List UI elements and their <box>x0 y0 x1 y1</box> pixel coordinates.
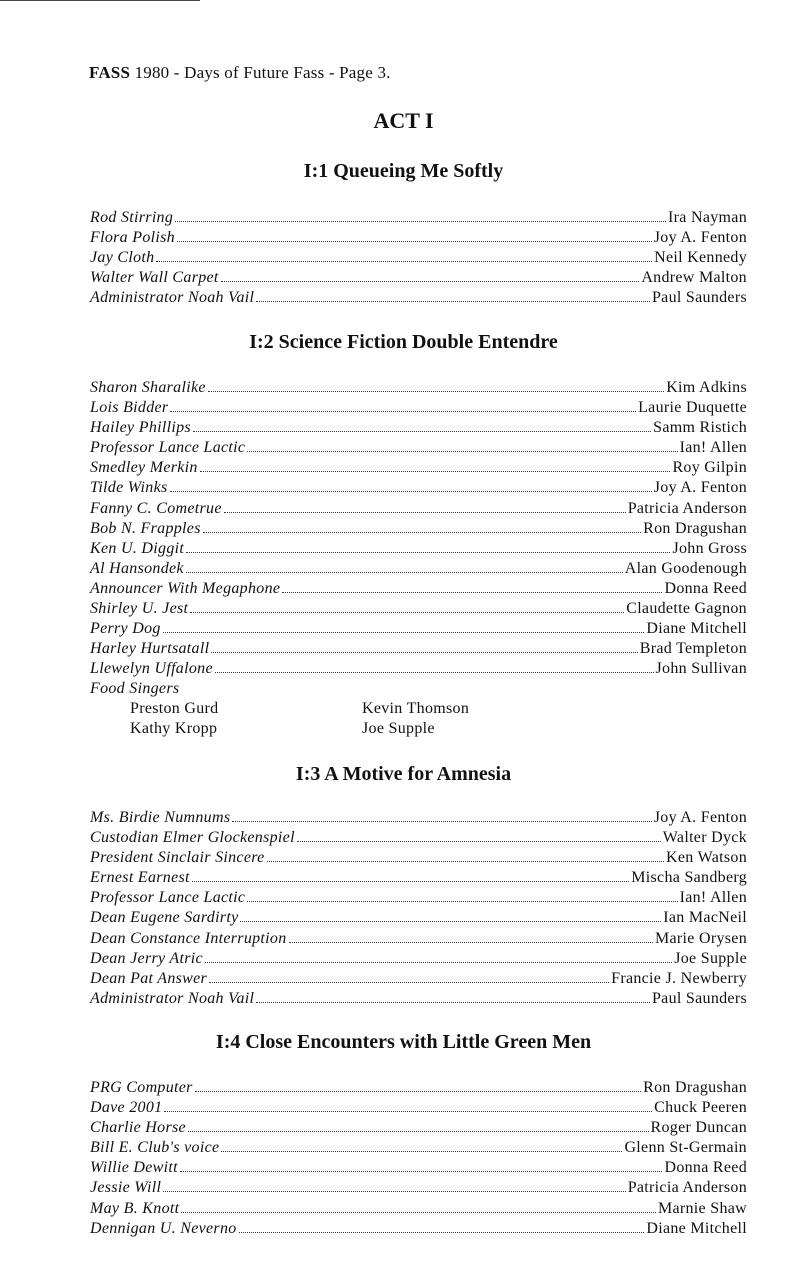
cast-row <box>90 868 747 888</box>
cast-row <box>90 1178 747 1198</box>
cast-row <box>90 848 747 868</box>
role-name: Professor Lance Lactic <box>90 439 246 457</box>
role-name: Dave 2001 <box>90 1099 163 1117</box>
cast-row <box>90 1199 747 1219</box>
header-rest: 1980 - Days of Future Fass - Page 3. <box>134 63 391 82</box>
scene-title-2: I:2 Science Fiction Double Entendre <box>249 331 558 353</box>
actor-name: Ian MacNeil <box>663 909 747 927</box>
dot-leader <box>256 1002 650 1003</box>
role-name: Announcer With Megaphone <box>90 579 281 597</box>
cast-row <box>90 378 747 398</box>
actor-name: Donna Reed <box>664 1159 747 1177</box>
role-name: Tilde Winks <box>90 479 168 497</box>
cast-row <box>90 619 747 639</box>
dot-leader <box>232 821 651 822</box>
cast-row <box>90 1158 747 1178</box>
actor-name: Joy A. Fenton <box>653 229 747 247</box>
singers-column-right <box>362 699 469 739</box>
actor-name: Brad Templeton <box>639 640 747 658</box>
actor-name: John Sullivan <box>655 660 747 678</box>
role-name: May B. Knott <box>90 1199 180 1217</box>
role-name: Shirley U. Jest <box>90 600 189 618</box>
cast-row <box>90 659 747 679</box>
dot-leader <box>188 1131 649 1132</box>
role-name: Fanny C. Cometrue <box>90 499 222 517</box>
cast-row <box>90 458 747 478</box>
role-name: President Sinclair Sincere <box>90 849 265 867</box>
dot-leader <box>211 652 637 653</box>
cast-row <box>90 1138 747 1158</box>
dot-leader <box>170 411 636 412</box>
dot-leader <box>163 632 645 633</box>
actor-name: Joy A. Fenton <box>653 809 747 826</box>
role-name: Dean Pat Answer <box>90 969 208 987</box>
cast-row <box>90 639 747 659</box>
dot-leader <box>170 491 652 492</box>
singer-name: Joe Supple <box>362 720 435 738</box>
dot-leader <box>215 672 654 673</box>
role-name: Custodian Elmer Glockenspiel <box>90 829 295 847</box>
dot-leader <box>177 241 652 242</box>
cast-row <box>90 418 747 438</box>
scene-title-1: I:1 Queueing Me Softly <box>303 160 504 182</box>
actor-name: Kim Adkins <box>666 379 747 396</box>
role-name: Bill E. Club's voice <box>90 1139 220 1157</box>
cast-row <box>90 288 747 308</box>
role-name: Llewelyn Uffalone <box>90 660 213 678</box>
act-title: ACT I <box>373 108 434 133</box>
dot-leader <box>297 841 661 842</box>
actor-name: Glenn St-Germain <box>624 1139 747 1157</box>
cast-row <box>90 559 747 579</box>
dot-leader <box>175 221 666 222</box>
cast-list-scene-4 <box>90 1078 747 1239</box>
cast-row <box>90 228 747 248</box>
actor-name: Diane Mitchell <box>646 620 747 638</box>
dot-leader <box>221 1151 622 1152</box>
role-name: Charlie Horse <box>90 1119 186 1137</box>
cast-row <box>90 208 747 228</box>
actor-name: Francie J. Newberry <box>611 969 747 987</box>
cast-row <box>90 949 747 969</box>
cast-row <box>90 808 747 828</box>
cast-row <box>90 908 747 928</box>
actor-name: Paul Saunders <box>651 989 747 1007</box>
dot-leader <box>180 1171 663 1172</box>
role-name: Ms. Birdie Numnums <box>90 809 231 826</box>
singer-name: Kevin Thomson <box>362 700 470 718</box>
cast-row <box>90 579 747 599</box>
role-name: Dean Constance Interruption <box>90 929 287 947</box>
cast-row <box>90 989 747 1009</box>
actor-name: Ian! Allen <box>679 889 747 907</box>
dot-leader <box>156 261 652 262</box>
role-name: Smedley Merkin <box>90 459 198 477</box>
actor-name: Patricia Anderson <box>627 1179 747 1197</box>
cast-row <box>90 1118 747 1138</box>
role-name: Flora Polish <box>90 229 175 247</box>
role-name: Al Hansondek <box>90 559 184 577</box>
actor-name: Claudette Gagnon <box>626 600 747 618</box>
dot-leader <box>224 512 626 513</box>
cast-row <box>90 1098 747 1118</box>
role-name: Jessie Will <box>90 1179 162 1197</box>
cast-row <box>90 519 747 539</box>
cast-row <box>90 398 747 418</box>
food-singers-list <box>90 699 747 739</box>
role-name: Administrator Noah Vail <box>90 289 255 307</box>
role-name: Bob N. Frapples <box>90 519 201 537</box>
role-name: Harley Hurtsatall <box>90 640 210 658</box>
cast-list-scene-2 <box>90 378 747 739</box>
dot-leader <box>193 431 651 432</box>
dot-leader <box>200 471 671 472</box>
scene-title-4: I:4 Close Encounters with Little Green Men <box>215 1031 592 1053</box>
dot-leader <box>181 1212 656 1213</box>
cast-row <box>90 539 747 559</box>
role-name: PRG Computer <box>90 1079 193 1096</box>
actor-name: Ian! Allen <box>679 439 747 457</box>
actor-name: Ira Nayman <box>668 209 747 226</box>
cast-row <box>90 1078 747 1098</box>
role-name: Sharon Sharalike <box>90 379 206 396</box>
actor-name: Walter Dyck <box>662 829 747 847</box>
dot-leader <box>267 861 664 862</box>
actor-name: Patricia Anderson <box>627 499 747 517</box>
cast-row <box>90 438 747 458</box>
role-name: Dean Jerry Atric <box>90 949 203 967</box>
dot-leader <box>190 612 624 613</box>
actor-name: Neil Kennedy <box>654 249 747 267</box>
singer-name: Preston Gurd <box>130 700 219 718</box>
cast-list-scene-1 <box>90 208 747 308</box>
role-name: Ken U. Diggit <box>90 539 185 557</box>
dot-leader <box>164 1111 652 1112</box>
dot-leader <box>247 451 677 452</box>
cast-row <box>90 1219 747 1239</box>
dot-leader <box>247 901 677 902</box>
actor-name: Donna Reed <box>664 579 747 597</box>
singer-name: Kathy Kropp <box>130 720 218 738</box>
actor-name: Chuck Peeren <box>654 1099 747 1117</box>
role-name: Jay Cloth <box>90 249 155 267</box>
actor-name: Ron Dragushan <box>643 519 747 537</box>
dot-leader <box>289 942 653 943</box>
role-name: Professor Lance Lactic <box>90 889 246 907</box>
dot-leader <box>203 532 641 533</box>
actor-name: Ken Watson <box>666 849 747 867</box>
dot-leader <box>186 572 623 573</box>
role-name: Ernest Earnest <box>90 869 190 887</box>
role-name: Perry Dog <box>90 620 161 638</box>
actor-name: Marie Orysen <box>654 929 747 947</box>
actor-name: Joy A. Fenton <box>653 479 747 497</box>
cast-row <box>90 929 747 949</box>
cast-row <box>90 828 747 848</box>
dot-leader <box>192 881 630 882</box>
actor-name: Joe Supple <box>674 949 747 967</box>
singers-column-left <box>130 699 218 739</box>
cast-row <box>90 478 747 498</box>
cast-row <box>90 248 747 268</box>
dot-leader <box>256 301 650 302</box>
role-name: Willie Dewitt <box>90 1159 178 1177</box>
cast-row <box>90 969 747 989</box>
cast-row <box>90 499 747 519</box>
role-name: Dennigan U. Neverno <box>90 1219 237 1237</box>
dot-leader <box>221 281 640 282</box>
dot-leader <box>195 1091 641 1092</box>
actor-name: Samm Ristich <box>653 419 747 437</box>
cast-row <box>90 888 747 908</box>
dot-leader <box>186 552 670 553</box>
actor-name: Ron Dragushan <box>643 1079 747 1096</box>
role-name: Dean Eugene Sardirty <box>90 909 239 927</box>
role-name: Administrator Noah Vail <box>90 989 255 1007</box>
top-rule <box>0 0 200 1</box>
dot-leader <box>282 592 662 593</box>
cast-row <box>90 268 747 288</box>
dot-leader <box>209 982 609 983</box>
dot-leader <box>239 1232 645 1233</box>
dot-leader <box>163 1191 625 1192</box>
page-header <box>89 63 391 83</box>
role-name: Lois Bidder <box>90 399 169 417</box>
actor-name: Marnie Shaw <box>657 1199 747 1217</box>
actor-name: John Gross <box>672 539 747 557</box>
cast-row <box>90 599 747 619</box>
actor-name: Alan Goodenough <box>624 559 747 577</box>
role-name: Walter Wall Carpet <box>90 269 219 287</box>
actor-name: Andrew Malton <box>641 269 747 287</box>
actor-name: Roy Gilpin <box>672 459 747 477</box>
actor-name: Paul Saunders <box>651 289 747 307</box>
actor-name: Mischa Sandberg <box>631 869 747 887</box>
actor-name: Roger Duncan <box>650 1119 747 1137</box>
dot-leader <box>205 962 672 963</box>
role-name: Hailey Phillips <box>90 419 191 437</box>
actor-name: Laurie Duquette <box>638 399 747 417</box>
dot-leader <box>240 921 661 922</box>
cast-list-scene-3 <box>90 808 747 1009</box>
food-singers-label: Food Singers <box>90 680 180 698</box>
dot-leader <box>208 391 664 392</box>
header-org: FASS <box>89 63 131 82</box>
actor-name: Diane Mitchell <box>646 1219 747 1237</box>
scene-title-3: I:3 A Motive for Amnesia <box>295 763 512 785</box>
role-name: Rod Stirring <box>90 209 174 226</box>
